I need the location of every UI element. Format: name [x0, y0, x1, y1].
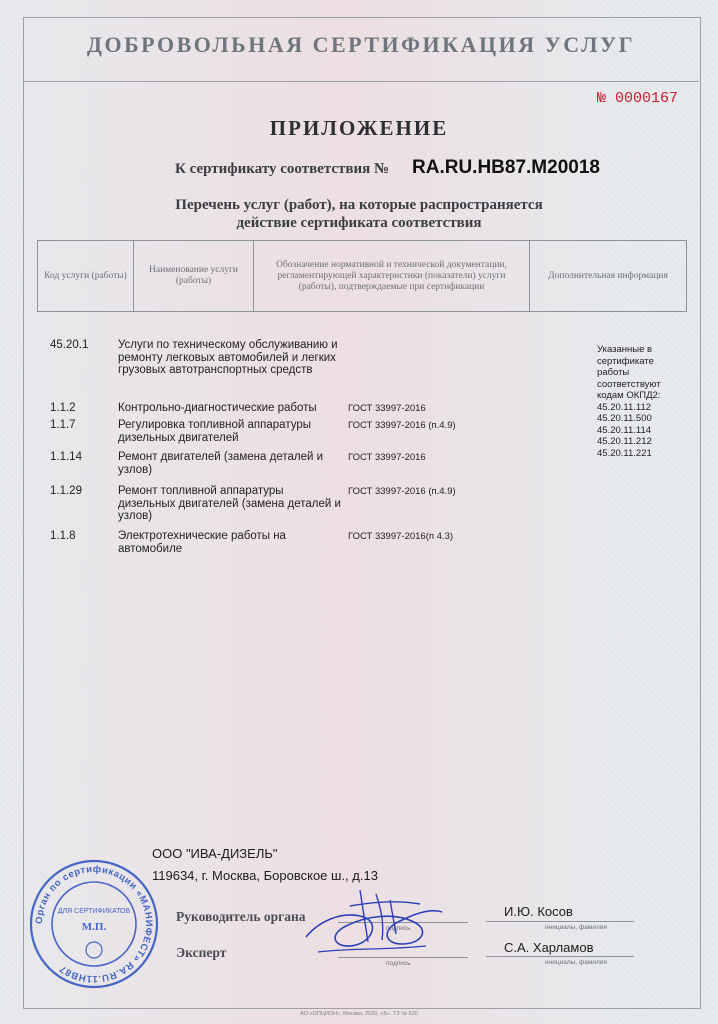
organization-name: ООО "ИВА-ДИЗЕЛЬ": [152, 846, 278, 861]
row-name: Электротехнические работы на автомобиле: [118, 530, 286, 555]
row-name: Услуги по техническому обслуживанию и ремонту легковых автомобилей и легких грузовых автотранспортных средств: [118, 339, 338, 376]
expert-name-line: [486, 956, 634, 957]
row-code: 1.1.7: [50, 419, 76, 431]
row-name: Ремонт двигателей (замена деталей и узлов): [118, 451, 324, 476]
stamp-outer-text: Орган по сертификации «МАНИФЕСТ» RA.RU.11HB87: [33, 863, 155, 985]
row-norm: ГОСТ 33997-2016 (п.4.9): [348, 420, 456, 431]
list-title-line1: Перечень услуг (работ), на которые распространяется: [175, 197, 543, 213]
certificate-prefix: К сертификату соответствия №: [175, 161, 390, 177]
document-title: ДОБРОВОЛЬНАЯ СЕРТИФИКАЦИЯ УСЛУГ: [86, 32, 636, 57]
head-label: Руководитель органа: [176, 909, 306, 924]
row-code: 1.1.14: [50, 451, 82, 463]
expert-name: С.А. Харламов: [504, 940, 594, 955]
organization-address: 119634, г. Москва, Боровское ш., д.13: [152, 868, 378, 883]
form-number: № 0000167: [596, 90, 678, 107]
expert-name-caption: инициалы, фамилия: [545, 959, 607, 966]
header-norm: Обозначение нормативной и технической документации, регламентирующей характеристики (показатели) услуги (работы), подтверждаемые при сертификации: [254, 241, 530, 311]
head-name: И.Ю. Косов: [504, 904, 573, 919]
stamp-mp: М.П.: [81, 921, 107, 933]
expert-label: Эксперт: [176, 945, 227, 960]
row-code: 1.1.8: [50, 530, 76, 542]
print-info: АО «ОПЦИОН», Москва, 2020, «Б». ТЗ № 520: [300, 1011, 418, 1017]
header-info: Дополнительная информация: [548, 270, 668, 281]
head-name-caption: инициалы, фамилия: [545, 924, 607, 931]
table-header: [37, 240, 687, 312]
row-name: Регулировка топливной аппаратуры дизельных двигателей: [118, 419, 311, 444]
stamp-inner-text: ДЛЯ СЕРТИФИКАТОВ: [57, 908, 131, 915]
head-signature-caption: подпись: [386, 925, 411, 932]
row-norm: ГОСТ 33997-2016 (п.4.9): [348, 486, 456, 497]
row-name: Ремонт топливной аппаратуры дизельных двигателей (замена деталей и узлов): [118, 485, 341, 522]
row-code: 1.1.29: [50, 485, 82, 497]
additional-info: Указанные в сертификате работы соответствуют кодам ОКПД2: 45.20.11.112 45.20.11.500 45.20.11.114 45.20.11.212 45.20.11.221: [597, 344, 661, 459]
list-title-line2: действие сертификата соответствия: [236, 215, 482, 231]
official-stamp: [28, 858, 160, 995]
head-name-line: [486, 921, 634, 922]
appendix-title: ПРИЛОЖЕНИЕ: [269, 116, 449, 140]
row-norm: ГОСТ 33997-2016: [348, 452, 426, 463]
expert-signature-caption: подпись: [386, 960, 411, 967]
row-code: 1.1.2: [50, 402, 76, 414]
row-name: Контрольно-диагностические работы: [118, 402, 317, 414]
header-code: Код услуги (работы): [38, 241, 134, 311]
row-norm: ГОСТ 33997-2016(п 4.3): [348, 531, 454, 542]
handwritten-signature: [298, 882, 448, 967]
header-name: Наименование услуги (работы): [134, 241, 254, 311]
row-code: 45.20.1: [50, 339, 89, 351]
certificate-code: RA.RU.HB87.M20018: [412, 157, 600, 178]
row-norm: ГОСТ 33997-2016: [348, 403, 426, 414]
